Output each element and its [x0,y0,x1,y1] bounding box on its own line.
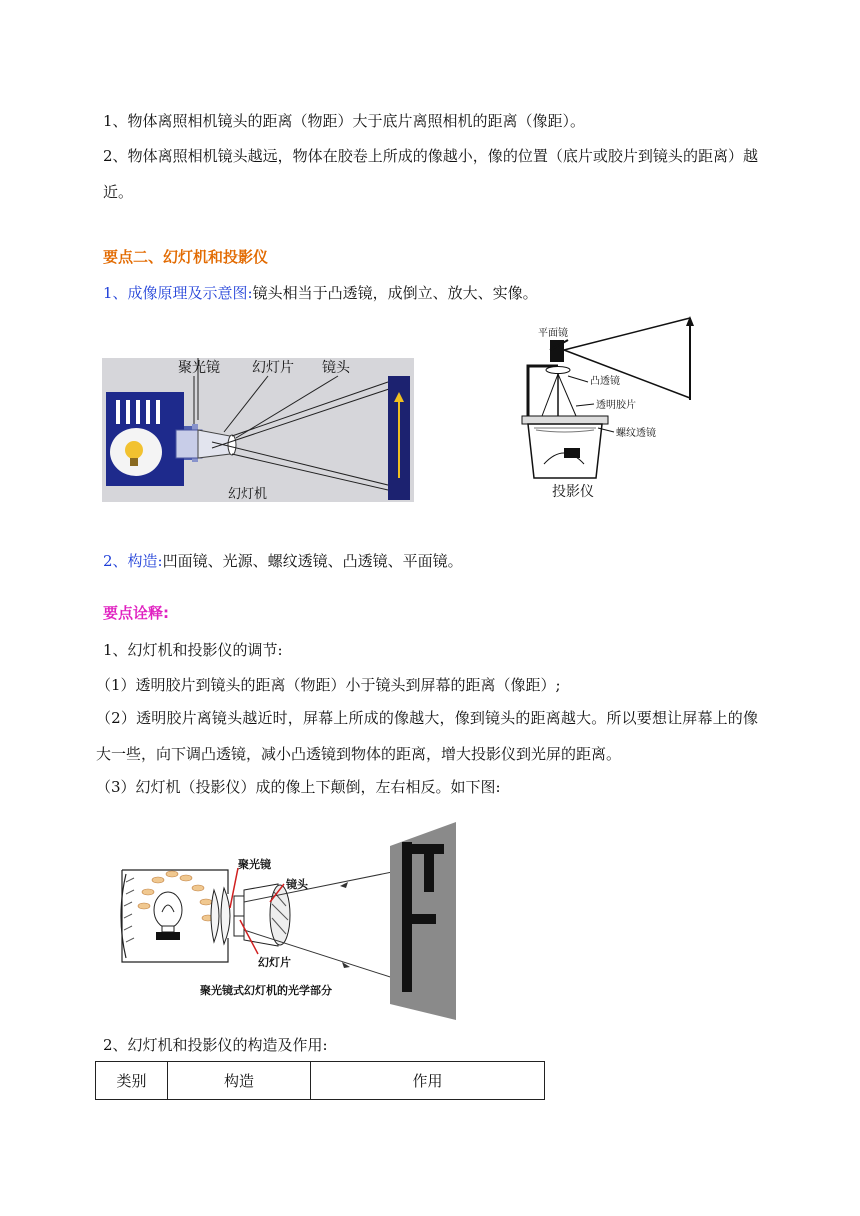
explain-item-1: 1、幻灯机和投影仪的调节: [103,641,283,659]
explain-heading: 要点诠释: [103,604,169,622]
label-fresnel: 螺纹透镜 [616,428,656,439]
table-header-row [96,1062,545,1100]
explain-sub-2: （2）透明胶片离镜头越近时，屏幕上所成的像越大，像到镜头的距离越大。所以要想让屏幕上的像大一些，向下调凸透镜，减小凸透镜到物体的距离，增大投影仪到光屏的距离。 [96,709,758,763]
label-convex: 凸透镜 [590,376,620,387]
explain-sub-3: （3）幻灯机（投影仪）成的像上下颠倒，左右相反。如下图: [96,778,501,796]
explain-sub-1: （1）透明胶片到镜头的距离（物距）小于镜头到屏幕的距离（像距）; [96,676,561,694]
camera-note-1: 1、物体离照相机镜头的距离（物距）大于底片离照相机的距离（像距）。 [103,112,586,130]
table-header-cell: 类别 [96,1062,168,1100]
lamp-base [156,932,180,940]
lamp-bulb [125,441,143,459]
explain-item-2: 2、幻灯机和投影仪的构造及作用: [103,1036,328,1054]
section-heading: 要点二、幻灯机和投影仪 [103,248,269,266]
label-slide: 幻灯片 [252,360,294,376]
camera-note-2: 2、物体离照相机镜头越远，物体在胶卷上所成的像越小，像的位置（底片或胶片到镜头的距离）越近。 [103,147,758,201]
label-slide: 幻灯片 [258,956,291,969]
label-condenser: 聚光镜 [178,360,220,376]
label-lens: 镜头 [322,360,350,376]
optics-figure [118,822,464,1020]
slide-projector-figure [102,358,414,502]
label-film: 透明胶片 [596,400,636,411]
table-header-cell: 作用 [311,1062,545,1100]
structure-line [103,551,463,571]
label-condenser: 聚光镜 [238,858,271,871]
structure-table [95,1061,545,1100]
overhead-projector-figure [514,312,704,500]
figure-caption: 聚光镜式幻灯机的光学部分 [200,984,332,997]
structure-text: 凹面镜、光源、螺纹透镜、凸透镜、平面镜。 [162,552,463,570]
principle-label: 1、成像原理及示意图: [103,284,253,302]
figure-caption: 幻灯机 [228,487,268,502]
principle-line [103,283,538,303]
table-header-cell: 构造 [168,1062,311,1100]
label-lens: 镜头 [286,878,308,891]
figure-caption: 投影仪 [552,484,594,500]
principle-text: 镜头相当于凸透镜，成倒立、放大、实像。 [252,284,538,302]
label-mirror: 平面镜 [538,328,568,339]
structure-label: 2、构造: [103,552,163,570]
